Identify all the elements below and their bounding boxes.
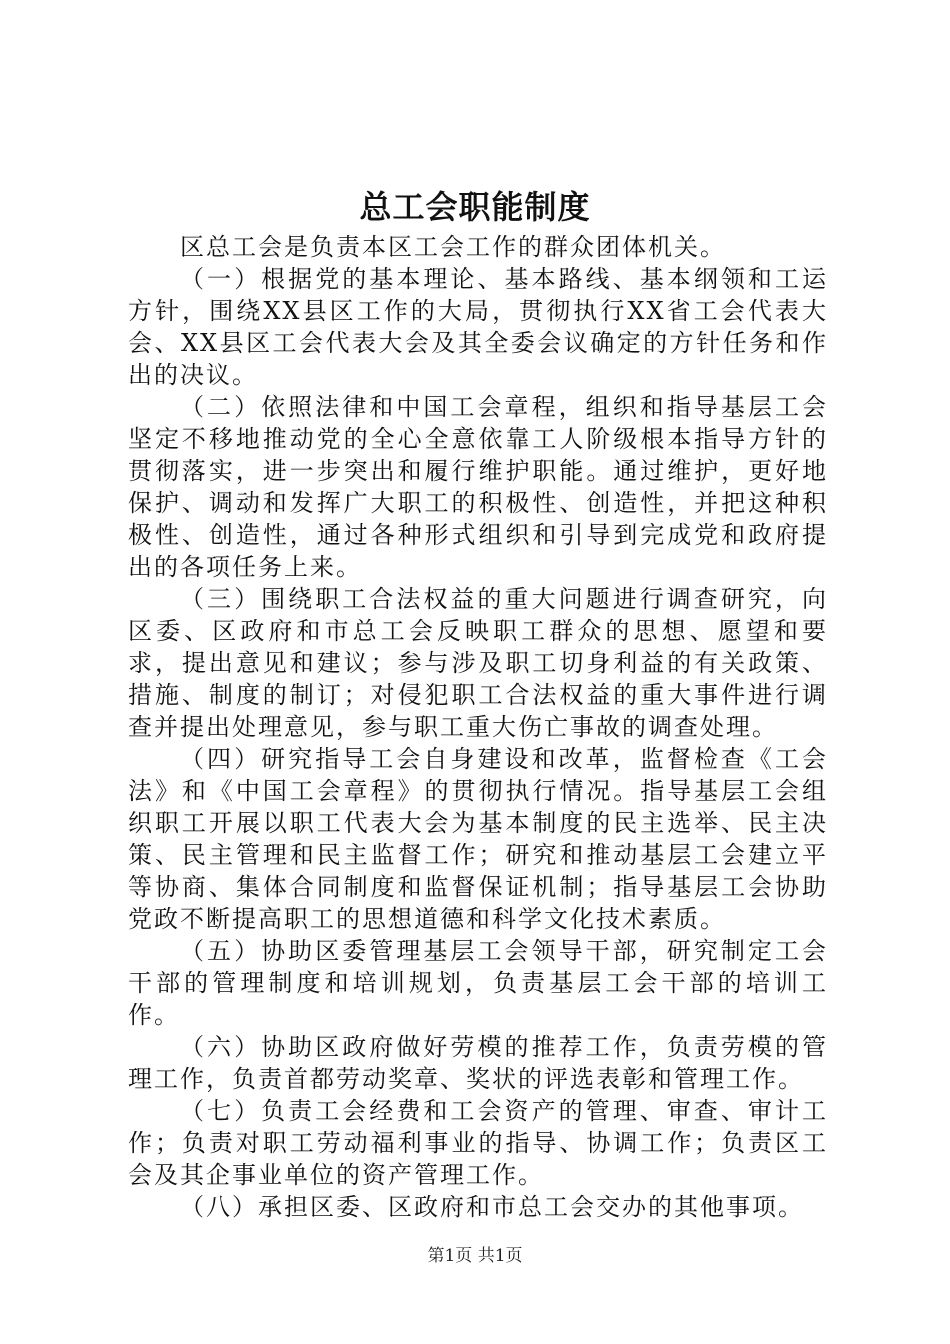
- document-title: 总工会职能制度: [359, 188, 591, 226]
- paragraph-item-3: （三）围绕职工合法权益的重大问题进行调查研究，向区委、区政府和市总工会反映职工群众的思想、愿望和要求，提出意见和建议；参与涉及职工切身利益的有关政策、措施、制度的制订；对侵犯职工合法权益的重大事件进行调查并提出处理意见，参与职工重大伤亡事故的调查处理。: [128, 585, 828, 741]
- paragraph-item-2: （二）依照法律和中国工会章程，组织和指导基层工会坚定不移地推动党的全心全意依靠工人阶级根本指导方针的贯彻落实，进一步突出和履行维护职能。通过维护，更好地保护、调动和发挥广大职工的积极性、创造性，并把这种积极性、创造性，通过各种形式组织和引导到完成党和政府提出的各项任务上来。: [128, 393, 828, 581]
- paragraph-intro: 区总工会是负责本区工会工作的群众团体机关。: [180, 233, 726, 261]
- paragraph-item-6: （六）协助区政府做好劳模的推荐工作，负责劳模的管理工作，负责首都劳动奖章、奖状的评选表彰和管理工作。: [128, 1033, 828, 1093]
- paragraph-item-1: （一）根据党的基本理论、基本路线、基本纲领和工运方针，围绕XX县区工作的大局，贯彻执行XX省工会代表大会、XX县区工会代表大会及其全委会议确定的方针任务和作出的决议。: [128, 265, 828, 389]
- document-body: [128, 231, 828, 1223]
- paragraph-item-5: （五）协助区委管理基层工会领导干部，研究制定工会干部的管理制度和培训规划，负责基层工会干部的培训工作。: [128, 937, 828, 1029]
- paragraph-item-8: （八）承担区委、区政府和市总工会交办的其他事项。: [180, 1193, 804, 1221]
- page-number-footer: 第1页 共1页: [427, 1246, 523, 1266]
- paragraph-item-7: （七）负责工会经费和工会资产的管理、审查、审计工作；负责对职工劳动福利事业的指导、协调工作；负责区工会及其企事业单位的资产管理工作。: [128, 1097, 828, 1189]
- paragraph-item-4: （四）研究指导工会自身建设和改革，监督检查《工会法》和《中国工会章程》的贯彻执行情况。指导基层工会组织职工开展以职工代表大会为基本制度的民主选举、民主决策、民主管理和民主监督工作；研究和推动基层工会建立平等协商、集体合同制度和监督保证机制；指导基层工会协助党政不断提高职工的思想道德和科学文化技术素质。: [128, 745, 828, 933]
